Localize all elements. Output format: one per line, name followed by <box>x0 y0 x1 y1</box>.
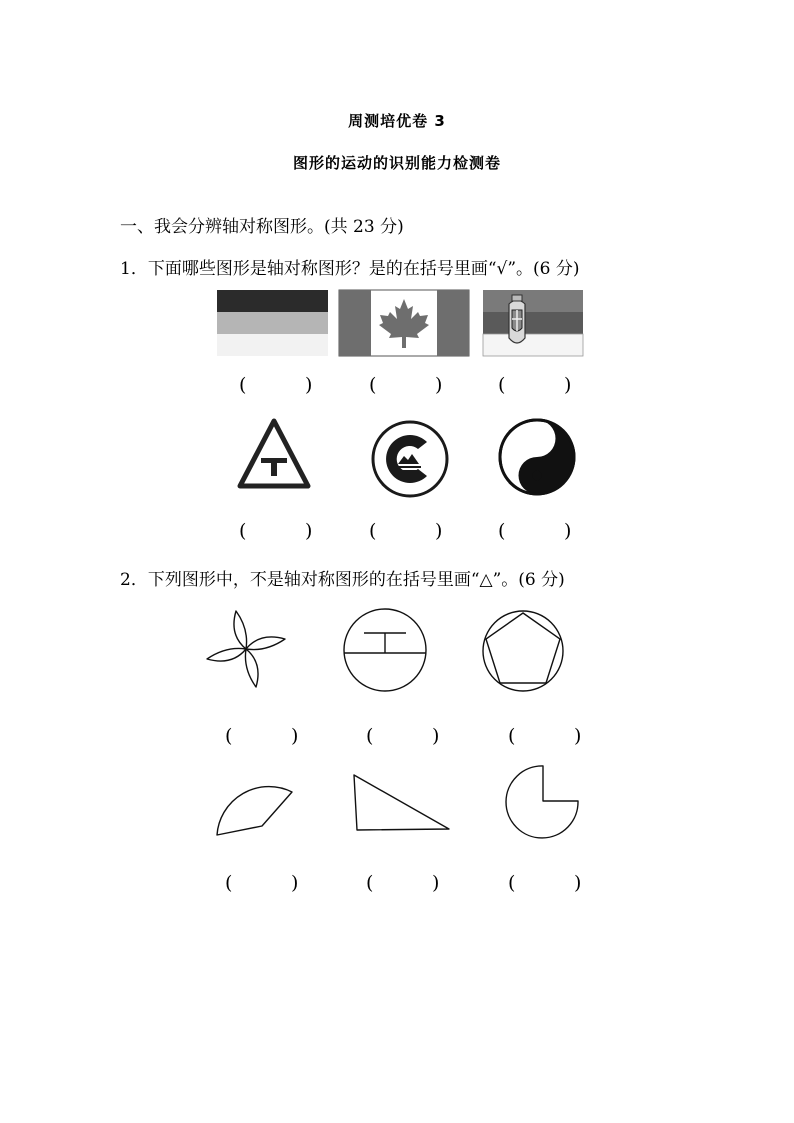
section-heading: 一、我会分辨轴对称图形。(共 23 分) <box>120 217 404 237</box>
pentagon-in-circle-icon <box>481 607 565 693</box>
sector-icon <box>212 775 296 837</box>
canada-flag-icon <box>339 290 469 356</box>
c-logo-icon <box>371 420 449 498</box>
warning-t-sign-icon <box>237 418 311 490</box>
page-title: 周测培优卷 3 <box>348 112 446 130</box>
pinwheel-icon <box>203 607 289 691</box>
circle-with-t-icon <box>342 607 428 693</box>
germany-flag-icon <box>217 290 328 356</box>
right-triangle-icon <box>352 773 452 833</box>
page-subtitle: 图形的运动的识别能力检测卷 <box>292 154 501 172</box>
question-1-prompt: 1．下面哪些图形是轴对称图形？是的在括号里画“√”。(6 分) <box>120 259 580 279</box>
three-quarter-circle-icon <box>507 764 583 840</box>
yin-yang-icon <box>498 418 576 496</box>
serbia-flag-icon <box>483 290 583 356</box>
question-2-prompt: 2．下列图形中，不是轴对称图形的在括号里画“△”。(6 分) <box>120 570 565 590</box>
